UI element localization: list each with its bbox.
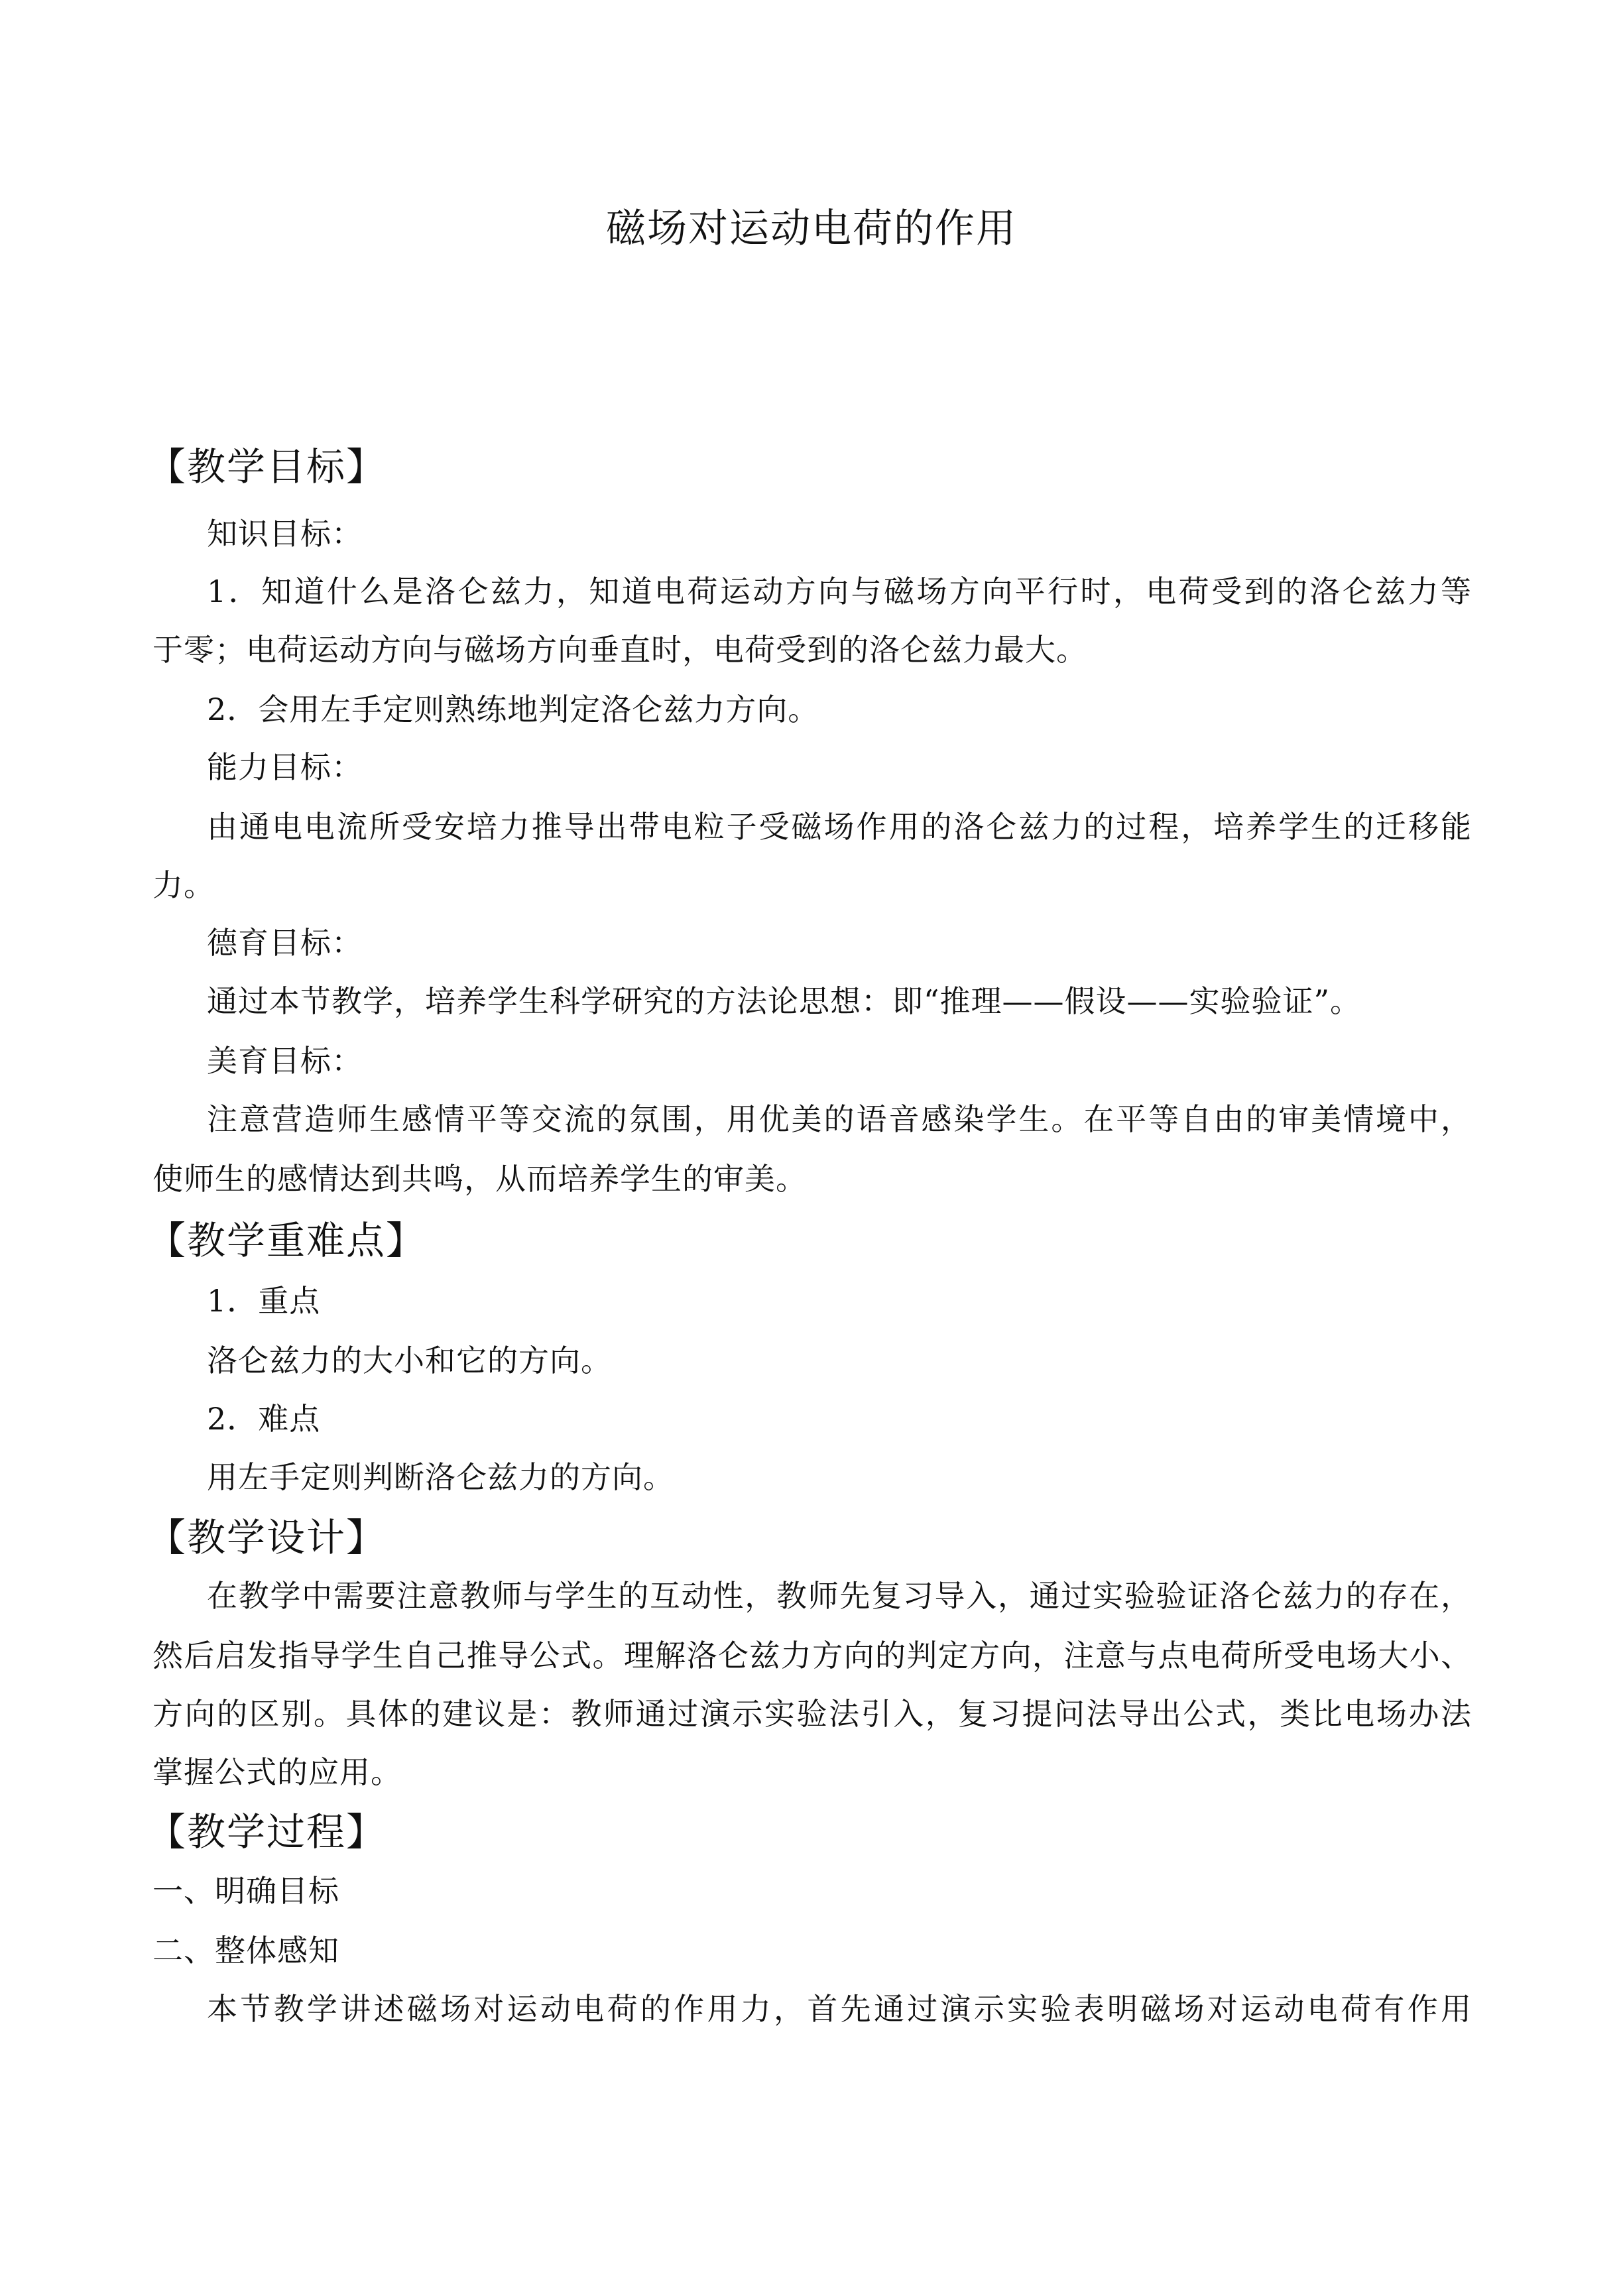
knowledge-goal-item-1-continued: 于零；电荷运动方向与磁场方向垂直时，电荷受到的洛仑兹力最大。 (152, 632, 1087, 668)
knowledge-goal-label: 知识目标： (207, 516, 363, 552)
key-point-label: 1．重点 (207, 1283, 321, 1319)
knowledge-goal-item-2: 2．会用左手定则熟练地判定洛仑兹力方向。 (207, 692, 819, 727)
overview-paragraph-line-1: 本节教学讲述磁场对运动电荷的作用力，首先通过演示实验表明磁场对运动电荷有作用 (207, 1991, 1472, 2027)
aesthetic-goal-label: 美育目标： (207, 1043, 363, 1079)
design-paragraph-line-1: 在教学中需要注意教师与学生的互动性，教师先复习导入，通过实验验证洛仑兹力的存在， (207, 1578, 1472, 1614)
section-heading-teaching-design: 【教学设计】 (147, 1515, 387, 1560)
design-paragraph-line-2: 然后启发指导学生自己推导公式。理解洛仑兹力方向的判定方向，注意与点电荷所受电场大小、 (152, 1638, 1472, 1673)
process-step-2: 二、整体感知 (152, 1933, 339, 1968)
difficult-point-text: 用左手定则判断洛仑兹力的方向。 (207, 1459, 674, 1495)
ability-goal-label: 能力目标： (207, 749, 363, 785)
design-paragraph-line-3: 方向的区别。具体的建议是：教师通过演示实验法引入，复习提问法导出公式，类比电场办法 (152, 1696, 1472, 1732)
process-step-1: 一、明确目标 (152, 1873, 339, 1909)
difficult-point-label: 2．难点 (207, 1401, 321, 1437)
section-heading-key-points: 【教学重难点】 (147, 1218, 426, 1263)
key-point-text: 洛仑兹力的大小和它的方向。 (207, 1343, 612, 1378)
document-title: 磁场对运动电荷的作用 (606, 206, 1017, 252)
design-paragraph-line-4: 掌握公式的应用。 (152, 1754, 402, 1790)
moral-goal-text: 通过本节教学，培养学生科学研究的方法论思想：即“推理——假设——实验验证”。 (207, 983, 1362, 1019)
aesthetic-goal-text: 注意营造师生感情平等交流的氛围，用优美的语音感染学生。在平等自由的审美情境中， (207, 1101, 1472, 1137)
aesthetic-goal-text-continued: 使师生的感情达到共鸣，从而培养学生的审美。 (152, 1161, 807, 1197)
ability-goal-text-continued: 力。 (152, 867, 215, 903)
moral-goal-label: 德育目标： (207, 925, 363, 961)
ability-goal-text: 由通电电流所受安培力推导出带电粒子受磁场作用的洛仑兹力的过程，培养学生的迁移能 (207, 809, 1472, 845)
knowledge-goal-item-1: 1．知道什么是洛仑兹力，知道电荷运动方向与磁场方向平行时，电荷受到的洛仑兹力等 (207, 574, 1472, 609)
section-heading-teaching-process: 【教学过程】 (147, 1809, 387, 1854)
section-heading-teaching-goals: 【教学目标】 (147, 444, 387, 489)
